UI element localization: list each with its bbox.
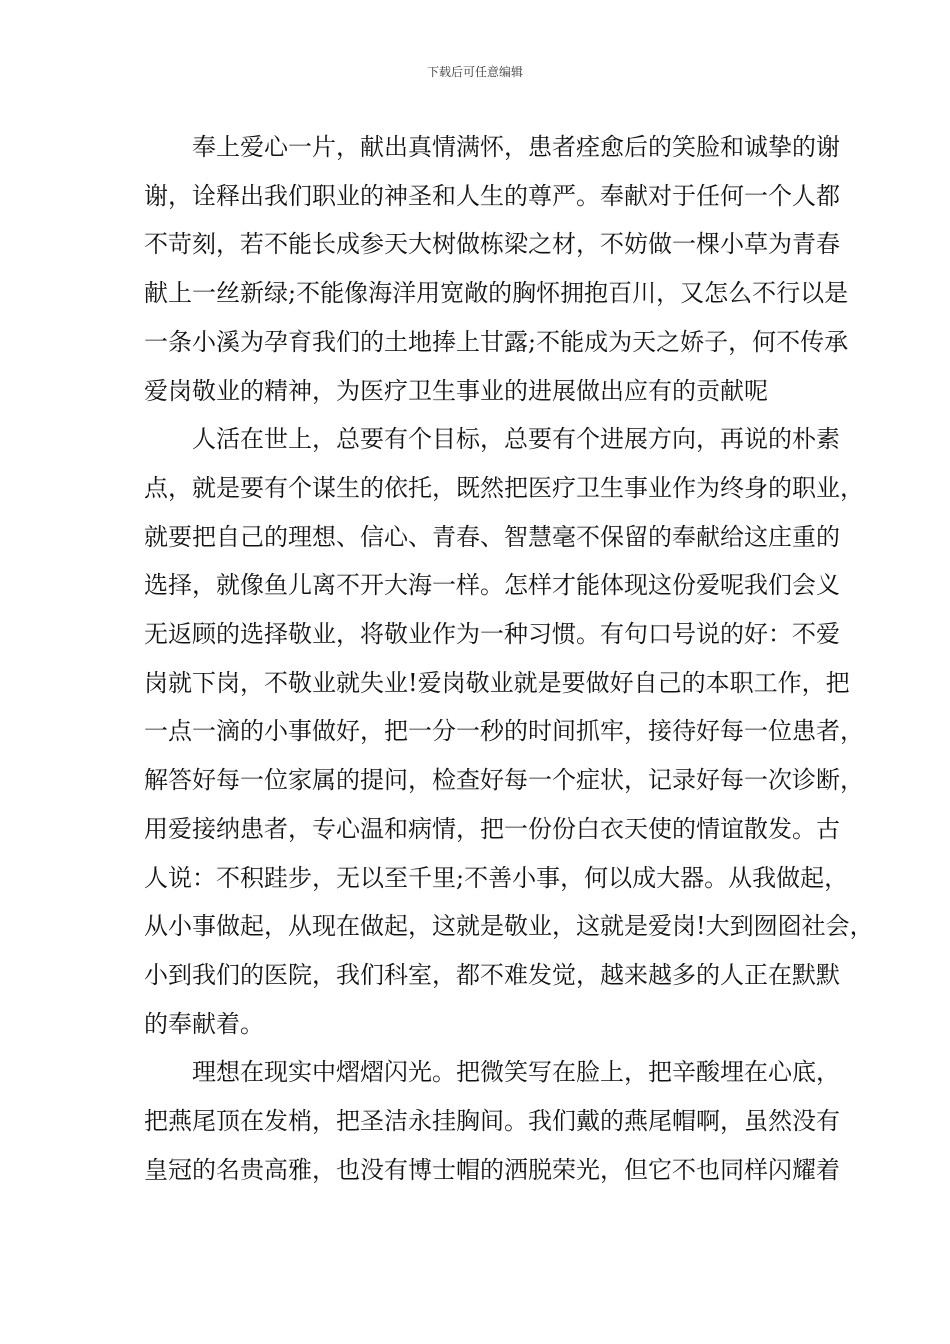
text-line: 小到我们的医院，我们科室，都不难发觉，越来越多的人正在默默 — [144, 960, 840, 989]
text-line: 献上一丝新绿;不能像海洋用宽敞的胸怀拥抱百川，又怎么不行以是 — [144, 279, 849, 308]
paragraph-3 — [144, 1048, 840, 1194]
text-line: 谢，诠释出我们职业的神圣和人生的尊严。奉献对于任何一个人都 — [144, 181, 840, 210]
text-line: 岗就下岗，不敬业就失业!爱岗敬业就是要做好自己的本职工作，把 — [144, 668, 850, 697]
text-line: 从小事做起，从现在做起，这就是敬业，这就是爱岗!大到囫囵社会， — [144, 912, 874, 941]
text-line: 的奉献着。 — [144, 1009, 264, 1038]
text-line: 奉上爱心一片，献出真情满怀，患者痊愈后的笑脸和诚挚的谢 — [192, 133, 840, 161]
text-line: 无返顾的选择敬业，将敬业作为一种习惯。有句口号说的好：不爱 — [144, 620, 840, 649]
text-line: 点，就是要有个谋生的依托，既然把医疗卫生事业作为终身的职业， — [144, 473, 864, 502]
text-line: 解答好每一位家属的提问，检查好每一个症状，记录好每一次诊断， — [144, 766, 864, 795]
document-body — [144, 123, 874, 1194]
text-line: 人活在世上，总要有个目标，总要有个进展方向，再说的朴素 — [192, 425, 840, 454]
text-line: 就要把自己的理想、信心、青春、智慧毫不保留的奉献给这庄重的 — [144, 522, 840, 551]
text-line: 用爱接纳患者，专心温和病情，把一份份白衣天使的情谊散发。古 — [144, 814, 840, 843]
paragraph-1 — [144, 123, 849, 415]
text-line: 不苛刻，若不能长成参天大树做栋梁之材，不妨做一棵小草为青春 — [144, 230, 840, 259]
page-header-note: 下载后可任意编辑 — [426, 65, 523, 79]
text-line: 选择，就像鱼儿离不开大海一样。怎样才能体现这份爱呢我们会义 — [144, 571, 840, 600]
text-line: 爱岗敬业的精神，为医疗卫生事业的进展做出应有的贡献呢 — [144, 376, 768, 405]
text-line: 理想在现实中熠熠闪光。把微笑写在脸上，把辛酸埋在心底， — [192, 1058, 840, 1087]
text-line: 皇冠的名贵高雅，也没有博士帽的洒脱荣光，但它不也同样闪耀着 — [144, 1155, 840, 1184]
paragraph-2 — [144, 415, 874, 1048]
text-line: 一条小溪为孕育我们的土地捧上甘露;不能成为天之娇子，何不传承 — [144, 327, 849, 356]
text-line: 人说：不积跬步，无以至千里;不善小事，何以成大器。从我做起， — [144, 863, 849, 892]
text-line: 一点一滴的小事做好，把一分一秒的时间抓牢，接待好每一位患者， — [144, 717, 864, 746]
text-line: 把燕尾顶在发梢，把圣洁永挂胸间。我们戴的燕尾帽啊，虽然没有 — [144, 1107, 840, 1136]
